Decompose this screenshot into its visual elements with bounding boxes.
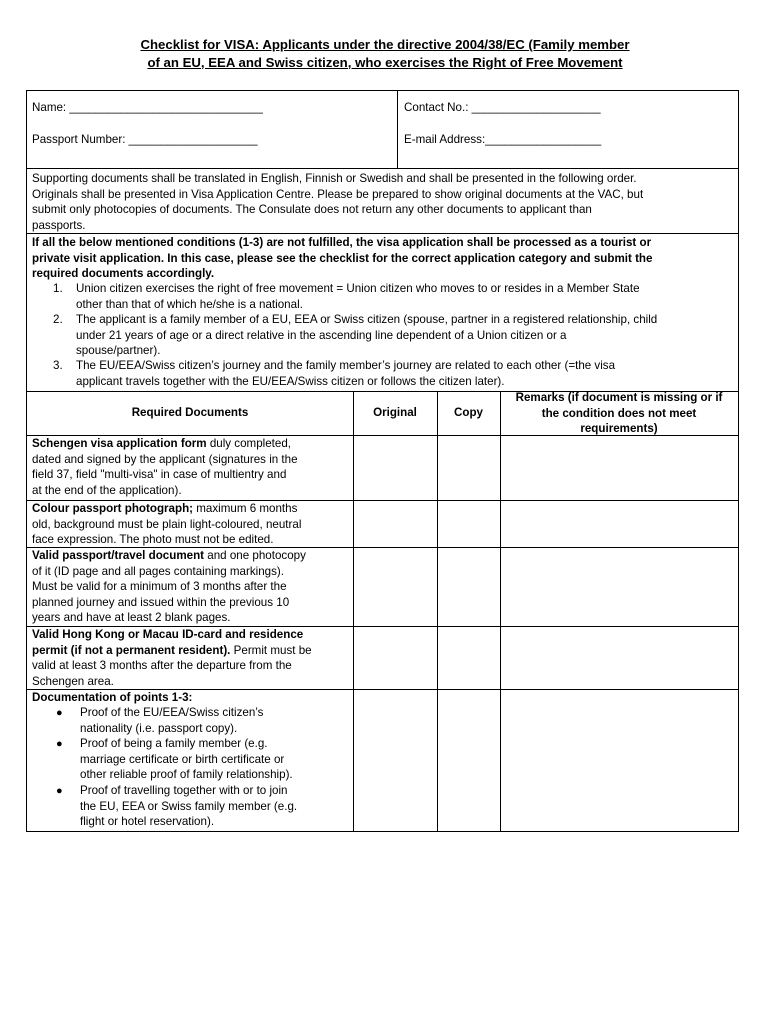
document-name: Schengen visa application form: [32, 437, 207, 450]
condition-line: Union citizen exercises the right of free movement = Union citizen who moves to or resides in a Member State: [76, 282, 640, 295]
header-remarks-line: requirements): [580, 422, 658, 435]
document-description: Schengen area.: [32, 674, 114, 688]
column-divider: [437, 391, 438, 831]
document-description: maximum 6 months: [193, 502, 298, 515]
conditions-heading-line: private visit application. In this case, please see the checklist for the correct application category and submit the: [32, 251, 653, 265]
condition-item: [76, 312, 657, 359]
condition-number: 1.: [53, 282, 63, 295]
document-description: years and have at least 2 blank pages.: [32, 611, 231, 624]
document-name: Documentation of points 1-3:: [32, 691, 193, 704]
bullet-line: Proof of the EU/EEA/Swiss citizen’s: [80, 706, 264, 719]
bullet-item: [80, 783, 297, 830]
header-required-documents: Required Documents: [131, 406, 249, 419]
bullet-icon: ●: [56, 707, 63, 719]
document-description: field 37, field "multi-visa" in case of multientry and: [32, 468, 287, 481]
passport-number-field[interactable]: Passport Number: ____________________: [32, 133, 258, 146]
bullet-icon: ●: [56, 738, 63, 750]
header-copy: Copy: [454, 406, 483, 419]
condition-line: The EU/EEA/Swiss citizen’s journey and the family member’s journey are related to each other (=the visa: [76, 359, 616, 372]
document-description: Must be valid for a minimum of 3 months after the: [32, 580, 287, 593]
header-remarks: [500, 390, 738, 437]
document-description: planned journey and issued within the previous 10: [32, 595, 290, 609]
email-field[interactable]: E-mail Address:__________________: [404, 133, 602, 146]
applicant-divider: [397, 91, 398, 168]
bullet-item: [80, 705, 263, 736]
conditions-list: [27, 281, 738, 391]
intro-line: submit only photocopies of documents. The Consulate does not return any other documents to applicant than: [32, 203, 592, 216]
condition-number: 3.: [53, 359, 63, 372]
document-description: face expression. The photo must not be edited.: [32, 533, 274, 546]
condition-line: under 21 years of age or a direct relative in the ascending line dependent of a Union citizen or a: [76, 328, 567, 342]
bullet-item: [80, 736, 293, 783]
conditions-heading: [32, 235, 652, 282]
bullet-line: other reliable proof of family relationship).: [80, 768, 293, 781]
condition-item: [76, 281, 640, 312]
conditions-heading-line: required documents accordingly.: [32, 267, 215, 280]
document-description: at the end of the application).: [32, 483, 182, 497]
bullet-line: marriage certificate or birth certificate or: [80, 752, 285, 766]
table-row: [27, 690, 353, 832]
condition-line: spouse/partner).: [76, 344, 161, 357]
header-remarks-line: Remarks (if document is missing or if: [515, 391, 723, 404]
document-name: Valid passport/travel document: [32, 549, 205, 562]
document-name: Valid Hong Kong or Macau ID-card and residence: [32, 628, 304, 641]
intro-line: Originals shall be presented in Visa Application Centre. Please be prepared to show original documents at the VAC, but: [32, 187, 644, 201]
column-divider: [500, 391, 501, 831]
table-row: [32, 501, 301, 548]
bullet-line: nationality (i.e. passport copy).: [80, 721, 238, 735]
conditions-heading-line: If all the below mentioned conditions (1-3) are not fulfilled, the visa application shall be processed as a tourist or: [32, 236, 652, 249]
condition-line: other than that of which he/she is a national.: [76, 297, 303, 311]
column-divider: [353, 391, 354, 831]
document-name: Colour passport photograph;: [32, 502, 194, 515]
document-name: permit (if not a permanent resident).: [32, 643, 231, 657]
divider: [27, 168, 738, 169]
intro-line: passports.: [32, 218, 86, 232]
condition-item: [76, 358, 615, 389]
condition-number: 2.: [53, 313, 63, 326]
table-row: [32, 627, 312, 689]
title-line-1: Checklist for VISA: Applicants under the directive 2004/38/EC (Family member: [140, 37, 630, 52]
document-description: duly completed,: [206, 437, 292, 450]
contact-field[interactable]: Contact No.: ____________________: [404, 101, 601, 114]
document-description: dated and signed by the applicant (signatures in the: [32, 452, 298, 466]
header-original: Original: [373, 406, 417, 419]
condition-line: applicant travels together with the EU/EEA/Swiss citizen or follows the citizen later).: [76, 374, 505, 388]
bullet-line: flight or hotel reservation).: [80, 815, 215, 828]
bullet-icon: ●: [56, 785, 63, 797]
document-title: [0, 36, 770, 71]
bullet-line: the EU, EEA or Swiss family member (e.g.: [80, 799, 298, 813]
table-row: [32, 436, 298, 498]
document-description: of it (ID page and all pages containing markings).: [32, 564, 284, 578]
name-field[interactable]: Name: ______________________________: [32, 101, 263, 114]
intro-paragraph: [32, 171, 643, 233]
header-remarks-line: the condition does not meet: [541, 406, 697, 420]
intro-line: Supporting documents shall be translated in English, Finnish or Swedish and shall be presented in the following order.: [32, 172, 637, 185]
document-description: and one photocopy: [204, 549, 306, 562]
document-description: old, background must be plain light-coloured, neutral: [32, 517, 302, 531]
document-description: Permit must be: [230, 643, 312, 657]
condition-line: The applicant is a family member of a EU, EEA or Swiss citizen (spouse, partner in a registered relationship, child: [76, 313, 658, 326]
title-line-2: of an EU, EEA and Swiss citizen, who exercises the Right of Free Movement: [147, 54, 623, 70]
checklist-frame: [26, 90, 739, 832]
divider: [27, 233, 738, 234]
bullet-line: Proof of travelling together with or to join: [80, 784, 288, 797]
document-description: valid at least 3 months after the departure from the: [32, 659, 292, 672]
table-row: [32, 548, 306, 626]
bullet-line: Proof of being a family member (e.g.: [80, 737, 268, 750]
